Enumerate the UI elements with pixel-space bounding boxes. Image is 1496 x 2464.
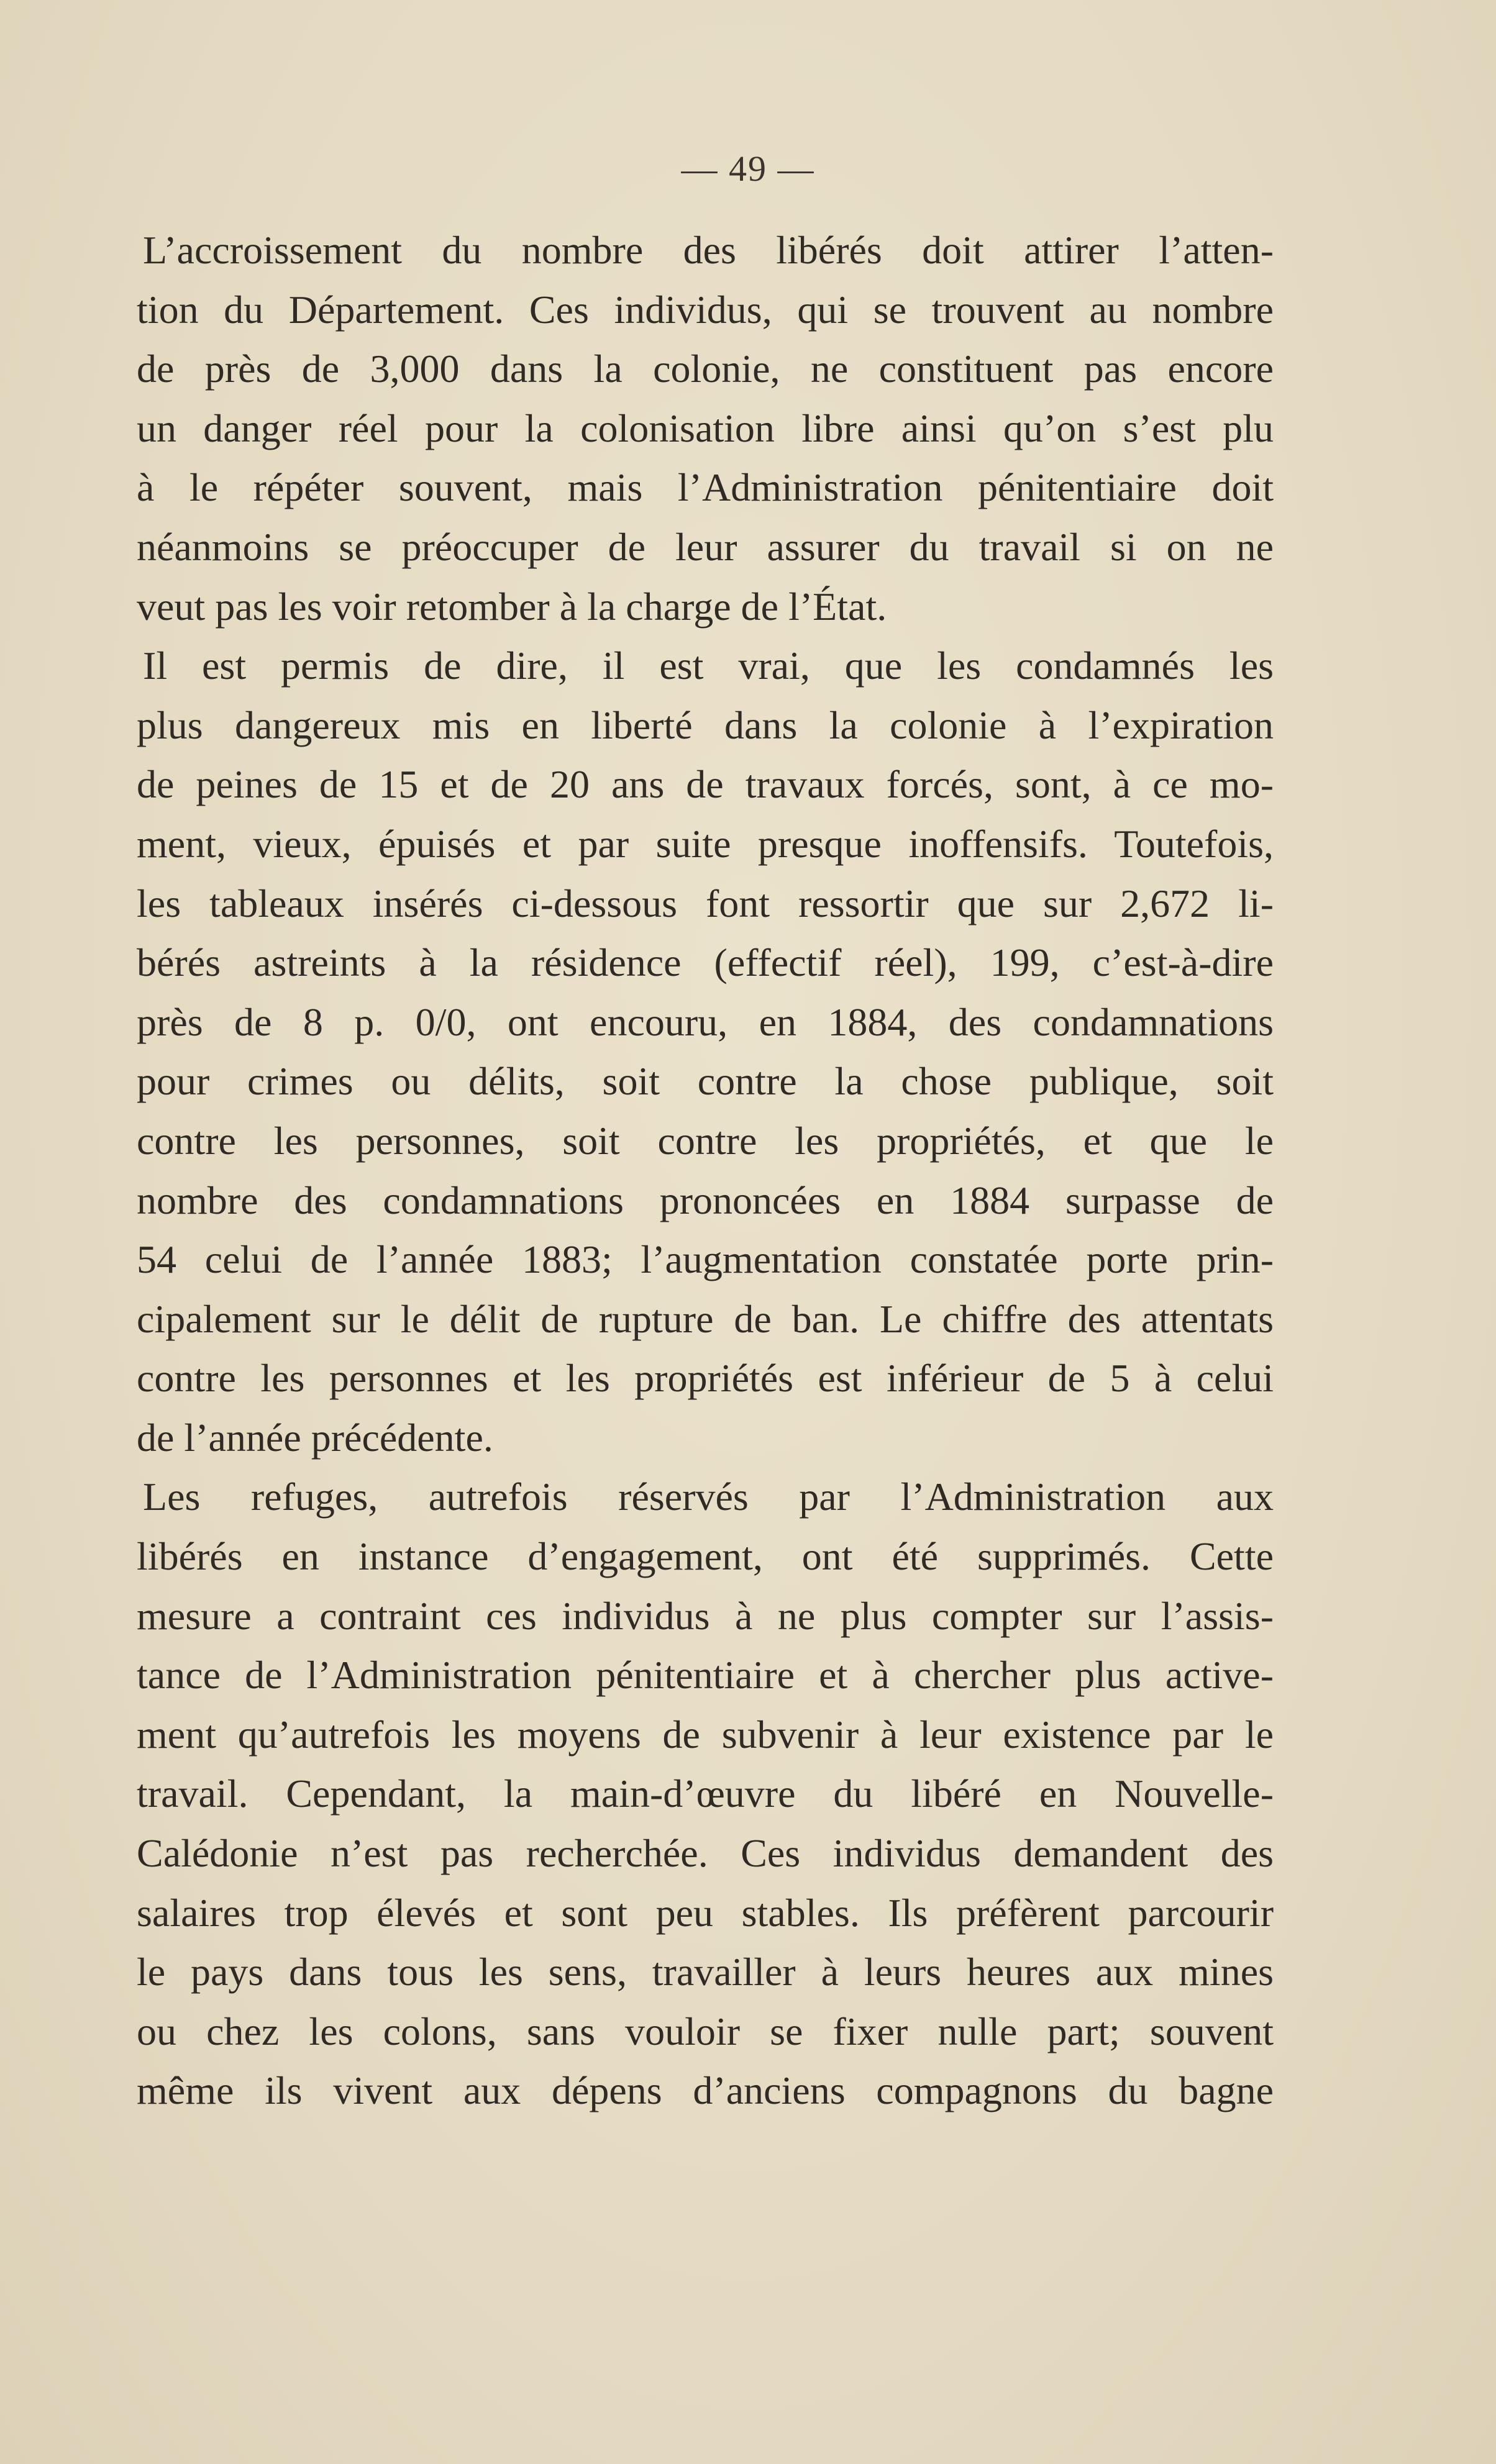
- text-line: ment, vieux, épuisés et par suite presque inoffensifs. Toutefois,: [137, 821, 1274, 866]
- text-line: de peines de 15 et de 20 ans de travaux forcés, sont, à ce mo-: [137, 762, 1274, 807]
- text-line: un danger réel pour la colonisation libre ainsi qu’on s’est plu: [137, 406, 1274, 450]
- text-line: près de 8 p. 0/0, ont encouru, en 1884, des condamnations: [137, 999, 1274, 1044]
- text-line: de l’année précédente.: [137, 1415, 493, 1460]
- body-text: [137, 220, 1274, 2121]
- text-line: bérés astreints à la résidence (effectif réel), 199, c’est-à-dire: [137, 940, 1274, 985]
- text-line: contre les personnes, soit contre les propriétés, et que le: [137, 1118, 1274, 1163]
- text-line: néanmoins se préoccuper de leur assurer du travail si on ne: [137, 524, 1274, 569]
- text-line: veut pas les voir retomber à la charge de l’État.: [137, 584, 887, 629]
- text-line: L’accroissement du nombre des libérés doit attirer l’atten-: [143, 228, 1274, 272]
- text-line: tance de l’Administration pénitentiaire et à chercher plus active-: [137, 1653, 1274, 1698]
- text-line: les tableaux insérés ci-dessous font ressortir que sur 2,672 li-: [137, 881, 1274, 925]
- text-line: ment qu’autrefois les moyens de subvenir à leur existence par le: [137, 1712, 1274, 1757]
- text-line: ou chez les colons, sans vouloir se fixer nulle part; souvent: [137, 2009, 1274, 2053]
- text-line: le pays dans tous les sens, travailler à leurs heures aux mines: [137, 1950, 1274, 1994]
- text-line: mesure a contraint ces individus à ne plus compter sur l’assis-: [137, 1593, 1274, 1638]
- text-line: nombre des condamnations prononcées en 1884 surpasse de: [137, 1178, 1274, 1222]
- text-line: cipalement sur le délit de rupture de ban. Le chiffre des attentats: [137, 1296, 1274, 1341]
- text-line: Calédonie n’est pas recherchée. Ces individus demandent des: [137, 1831, 1274, 1876]
- text-line: 54 celui de l’année 1883; l’augmentation constatée porte prin-: [137, 1237, 1274, 1282]
- text-line: plus dangereux mis en liberté dans la colonie à l’expiration: [137, 702, 1274, 747]
- text-line: libérés en instance d’engagement, ont été supprimés. Cette: [137, 1534, 1274, 1579]
- text-line: Les refuges, autrefois réservés par l’Administration aux: [143, 1475, 1274, 1519]
- text-line: Il est permis de dire, il est vrai, que les condamnés les: [143, 643, 1274, 688]
- page-number: — 49 —: [681, 148, 815, 189]
- text-line: tion du Département. Ces individus, qui se trouvent au nombre: [137, 287, 1274, 332]
- text-line: même ils vivent aux dépens d’anciens compagnons du bagne: [137, 2068, 1274, 2113]
- text-line: à le répéter souvent, mais l’Administration pénitentiaire doit: [137, 465, 1274, 510]
- text-line: salaires trop élevés et sont peu stables. Ils préfèrent parcourir: [137, 1890, 1274, 1935]
- text-line: pour crimes ou délits, soit contre la chose publique, soit: [137, 1059, 1274, 1104]
- text-line: travail. Cependant, la main-d’œuvre du libéré en Nouvelle-: [137, 1771, 1274, 1816]
- text-line: contre les personnes et les propriétés est inférieur de 5 à celui: [137, 1356, 1274, 1401]
- text-line: de près de 3,000 dans la colonie, ne constituent pas encore: [137, 347, 1274, 391]
